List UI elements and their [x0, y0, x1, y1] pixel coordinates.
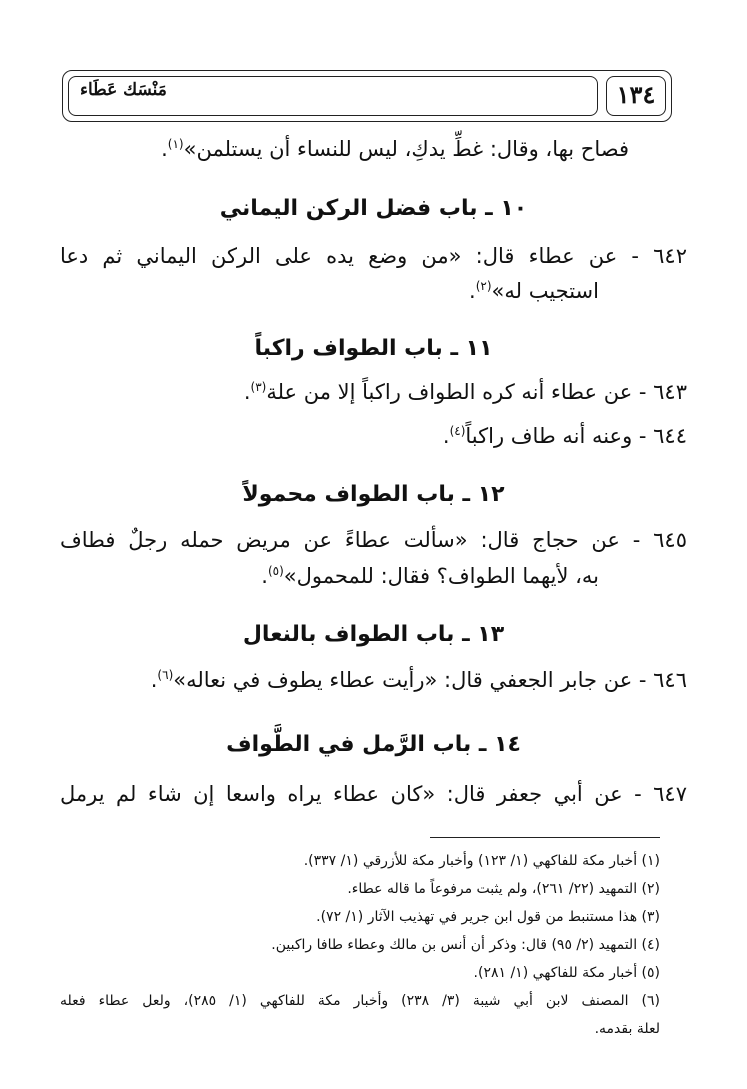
- footnote-6-cont: لعلة بقدمه.: [594, 1021, 660, 1037]
- hadith-647-line1: ٦٤٧ - عن أبي جعفر قال: «كان عطاء يراه واسعا إن شاء لم يرمل: [60, 782, 687, 806]
- hadith-644: ٦٤٤ - وعنه أنه طاف راكباً$^{(٤)}$.: [442, 424, 687, 448]
- hadith-645-line2: به، لأيهما الطواف؟ فقال: للمحمول»$^{(٥)}$.: [261, 564, 599, 588]
- footnote-1: (١) أخبار مكة للفاكهي (١/ ١٢٣) وأخبار مكة للأزرقي (١/ ٣٣٧).: [303, 853, 660, 869]
- footnote-rule: [430, 837, 660, 838]
- hadith-643: ٦٤٣ - عن عطاء أنه كره الطواف راكباً إلا من علة$^{(٣)}$.: [243, 380, 687, 404]
- section-heading-13: ١٣ ـ باب الطواف بالنعال: [242, 622, 505, 647]
- section-heading-14: ١٤ ـ باب الرَّمل في الطَّواف: [226, 732, 521, 757]
- section-heading-10: ١٠ ـ باب فضل الركن اليماني: [219, 196, 528, 221]
- footnote-5: (٥) أخبار مكة للفاكهي (١/ ٢٨١).: [473, 965, 660, 981]
- section-heading-11: ١١ ـ باب الطواف راكباً: [254, 336, 493, 361]
- hadith-645-line1: ٦٤٥ - عن حجاج قال: «سألت عطاءً عن مريض حمله رجلٌ فطاف: [60, 528, 687, 552]
- continued-line: فصاح بها، وقال: غطِّ يدكِ، ليس للنساء أن يستلمن»$^{(١)}$.: [161, 137, 629, 161]
- footnote-2: (٢) التمهيد (٢٢/ ٢٦١)، ولم يثبت مرفوعاً ما قاله عطاء.: [347, 881, 660, 897]
- page-number: ١٣٤: [616, 80, 656, 109]
- running-title: مَنْسَك عَطَاء: [80, 80, 167, 100]
- section-heading-12: ١٢ ـ باب الطواف محمولاً: [242, 482, 505, 507]
- footnote-4: (٤) التمهيد (٢/ ٩٥) قال: وذكر أن أنس بن مالك وعطاء طافا راكبين.: [271, 937, 660, 953]
- footnote-6: (٦) المصنف لابن أبي شيبة (٣/ ٢٣٨) وأخبار مكة للفاكهي (١/ ٢٨٥)، ولعل عطاء فعله: [60, 993, 660, 1009]
- hadith-642-line2: استجيب له»$^{(٢)}$.: [469, 279, 599, 303]
- hadith-646: ٦٤٦ - عن جابر الجعفي قال: «رأيت عطاء يطوف في نعاله»$^{(٦)}$.: [150, 668, 687, 692]
- footnote-3: (٣) هذا مستنبط من قول ابن جرير في تهذيب الآثار (١/ ٧٢).: [316, 909, 660, 925]
- hadith-642-line1: ٦٤٢ - عن عطاء قال: «من وضع يده على الركن اليماني ثم دعا: [60, 244, 687, 268]
